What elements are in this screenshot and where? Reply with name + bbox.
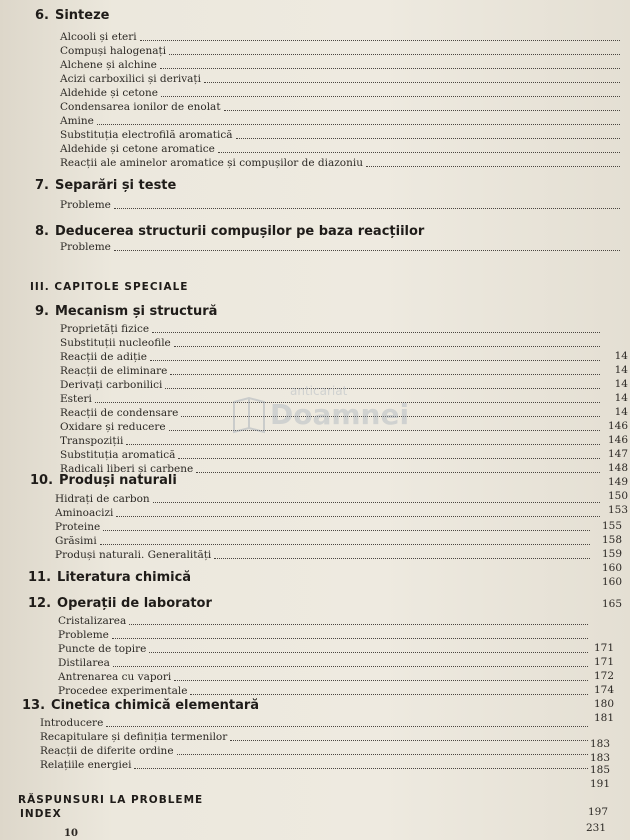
toc-entry: Amine <box>60 114 620 127</box>
toc-entry: Transpoziții <box>60 434 600 447</box>
chapter-8-heading: 8. Deducerea structurii compușilor pe baza reacțiilor <box>35 224 425 239</box>
page-number: 14 <box>614 392 628 404</box>
answers-heading: RĂSPUNSURI LA PROBLEME <box>18 794 204 806</box>
toc-entry: Antrenarea cu vapori <box>58 670 588 683</box>
page-number: 174 <box>593 684 614 696</box>
toc-entry: Substituția electrofilă aromatică <box>60 128 620 141</box>
toc-entry: Condensarea ionilor de enolat <box>60 100 620 113</box>
page-number: 183 <box>589 752 610 764</box>
toc-entry: Recapitulare și definiția termenilor <box>40 730 588 743</box>
page-number: 183 <box>589 738 610 750</box>
chapter-9-heading: 9. Mecanism și structură <box>35 304 218 319</box>
toc-entry: Proteine <box>55 520 590 533</box>
page-number: 160 <box>601 562 622 574</box>
page-number: 185 <box>589 764 610 776</box>
toc-entry: Probleme <box>60 240 620 253</box>
chapter-11-heading: 11. Literatura chimică <box>28 570 192 585</box>
toc-entry: Esteri <box>60 392 600 405</box>
toc-entry: Probleme <box>60 198 620 211</box>
page-number: 172 <box>593 670 614 682</box>
page-number: 14 <box>614 406 628 418</box>
toc-entry: Relațiile energiei <box>40 758 588 771</box>
page-number: 180 <box>593 698 614 710</box>
toc-entry: Substituția aromatică <box>60 448 600 461</box>
toc-entry: Radicali liberi și carbene <box>60 462 600 475</box>
chapter-7-heading: 7. Separări și teste <box>35 178 177 193</box>
toc-entry: Cristalizarea <box>58 614 588 627</box>
page-number: 14 <box>614 364 628 376</box>
toc-entry: Reacții de diferite ordine <box>40 744 588 757</box>
page-number: 197 <box>587 806 608 818</box>
toc-entry: Puncte de topire <box>58 642 588 655</box>
toc-entry: Reacții de eliminare <box>60 364 600 377</box>
toc-entry: Hidrați de carbon <box>55 492 600 505</box>
page-number: 150 <box>607 490 628 502</box>
page-number: 159 <box>601 548 622 560</box>
page-number: 158 <box>601 534 622 546</box>
watermark-logo: anticariat Doamnei <box>232 384 402 456</box>
page-number: 155 <box>601 520 622 532</box>
toc-entry: Reacții de adiție <box>60 350 600 363</box>
page-number: 146 <box>607 420 628 432</box>
chapter-12-heading: 12. Operații de laborator <box>28 596 212 611</box>
toc-entry: Derivați carbonilici <box>60 378 600 391</box>
toc-entry: Acizi carboxilici și derivați <box>60 72 620 85</box>
toc-entry: Alchene și alchine <box>60 58 620 71</box>
page-number: 14 <box>614 350 628 362</box>
toc-entry: Grăsimi <box>55 534 590 547</box>
toc-entry: Introducere <box>40 716 588 729</box>
toc-entry: Substituții nucleofile <box>60 336 600 349</box>
toc-entry: Procedee experimentale <box>58 684 588 697</box>
page-number: 191 <box>589 778 610 790</box>
toc-entry: Distilarea <box>58 656 588 669</box>
footer-page-number: 10 <box>64 828 78 839</box>
toc-entry: Produși naturali. Generalități <box>55 548 590 561</box>
page-number: 160 <box>601 576 622 588</box>
page-number: 231 <box>585 822 606 834</box>
page-number: 146 <box>607 434 628 446</box>
page-number: 149 <box>607 476 628 488</box>
toc-entry: Oxidare și reducere <box>60 420 600 433</box>
toc-entry: Reacții de condensare <box>60 406 600 419</box>
index-heading: INDEX <box>20 808 62 820</box>
toc-entry: Probleme <box>58 628 588 641</box>
part-3-heading: III. CAPITOLE SPECIALE <box>30 281 189 293</box>
toc-entry: Reacții ale aminelor aromatice și compușilor de diazoniu <box>60 156 620 169</box>
chapter-6-heading: 6. Sinteze <box>35 8 110 23</box>
page-number: 148 <box>607 462 628 474</box>
page-number: 181 <box>593 712 614 724</box>
toc-entry: Proprietăți fizice <box>60 322 600 335</box>
book-icon <box>232 396 266 436</box>
toc-entry: Aldehide și cetone <box>60 86 620 99</box>
toc-entry: Aminoacizi <box>55 506 600 519</box>
page-number: 153 <box>607 504 628 516</box>
page-number: 14 <box>614 378 628 390</box>
page-number: 165 <box>601 598 622 610</box>
toc-entry: Alcooli și eteri <box>60 30 620 43</box>
page-number: 147 <box>607 448 628 460</box>
page-number: 171 <box>593 642 614 654</box>
toc-entry: Compuși halogenați <box>60 44 620 57</box>
toc-entry: Aldehide și cetone aromatice <box>60 142 620 155</box>
page-number: 171 <box>593 656 614 668</box>
chapter-10-heading: 10. Produși naturali <box>30 473 177 488</box>
chapter-13-heading: 13. Cinetica chimică elementară <box>22 698 260 713</box>
